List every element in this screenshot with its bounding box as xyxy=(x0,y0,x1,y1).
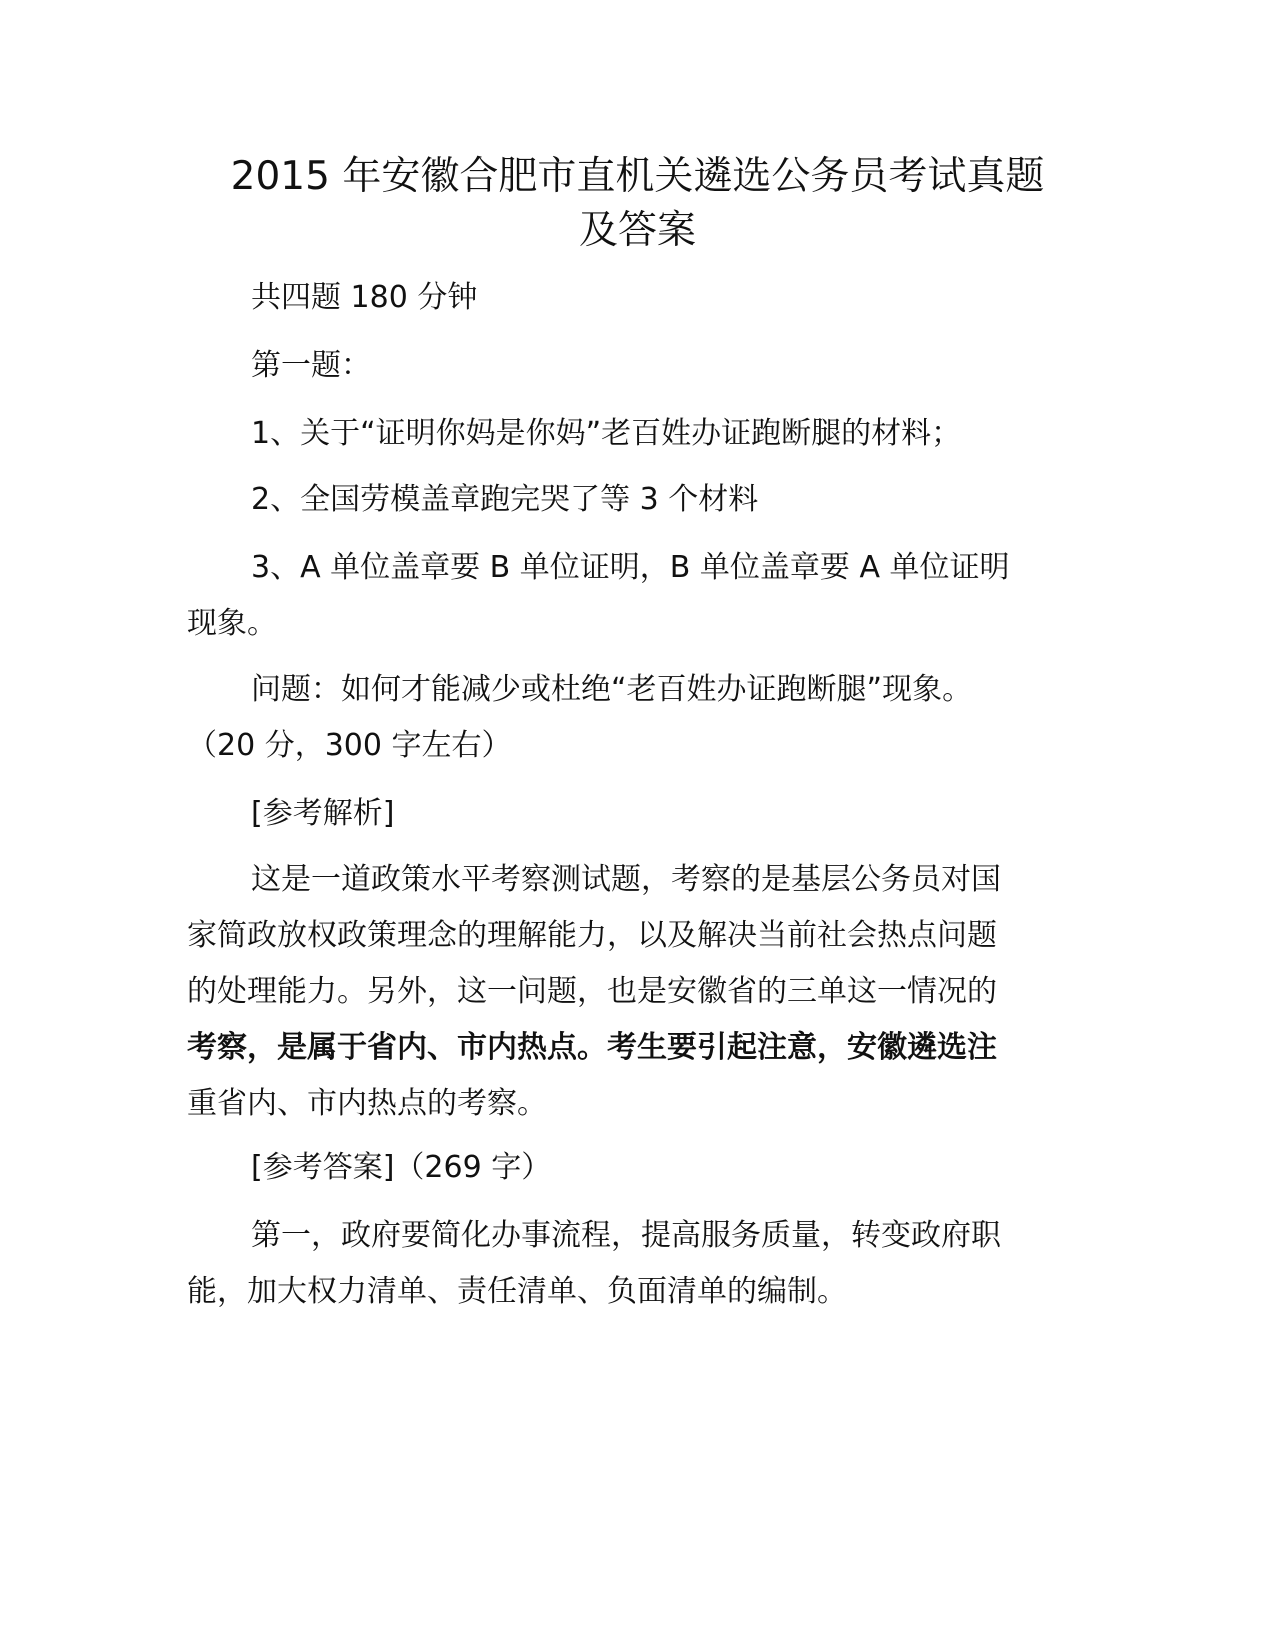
material-3-line-2: 现象。 xyxy=(187,606,277,641)
question-text xyxy=(187,662,1087,774)
material-1: 1、关于“证明你妈是你妈”老百姓办证跑断腿的材料； xyxy=(251,416,962,451)
title-line-1: 2015 年安徽合肥市直机关遴选公务员考试真题 xyxy=(230,154,1045,199)
exam-intro: 共四题 180 分钟 xyxy=(251,280,478,315)
analysis-heading: [参考解析] xyxy=(251,796,395,831)
document-title xyxy=(170,150,1105,258)
analysis-line-1: 这是一道政策水平考察测试题，考察的是基层公务员对国 xyxy=(251,862,1001,897)
question-line-2: （20 分，300 字左右） xyxy=(187,728,512,763)
material-2: 2、全国劳模盖章跑完哭了等 3 个材料 xyxy=(251,482,759,517)
answer-heading: [参考答案]（269 字） xyxy=(251,1150,552,1185)
question-1-heading: 第一题： xyxy=(251,348,371,383)
answer-paragraph xyxy=(187,1208,1087,1320)
title-line-2: 及答案 xyxy=(578,208,696,253)
question-line-1: 问题：如何才能减少或杜绝“老百姓办证跑断腿”现象。 xyxy=(251,672,973,707)
material-3-line-1: 3、A 单位盖章要 B 单位证明，B 单位盖章要 A 单位证明 xyxy=(251,550,1010,585)
analysis-line-4: 考察，是属于省内、市内热点。考生要引起注意，安徽遴选注 xyxy=(187,1030,997,1065)
analysis-line-2: 家简政放权政策理念的理解能力，以及解决当前社会热点问题 xyxy=(187,918,997,953)
analysis-paragraph xyxy=(187,852,1087,1132)
analysis-line-3: 的处理能力。另外，这一问题，也是安徽省的三单这一情况的 xyxy=(187,974,997,1009)
material-3 xyxy=(187,540,1087,652)
answer-line-2: 能，加大权力清单、责任清单、负面清单的编制。 xyxy=(187,1274,847,1309)
analysis-line-5: 重省内、市内热点的考察。 xyxy=(187,1086,547,1121)
answer-line-1: 第一，政府要简化办事流程，提高服务质量，转变政府职 xyxy=(251,1218,1001,1253)
